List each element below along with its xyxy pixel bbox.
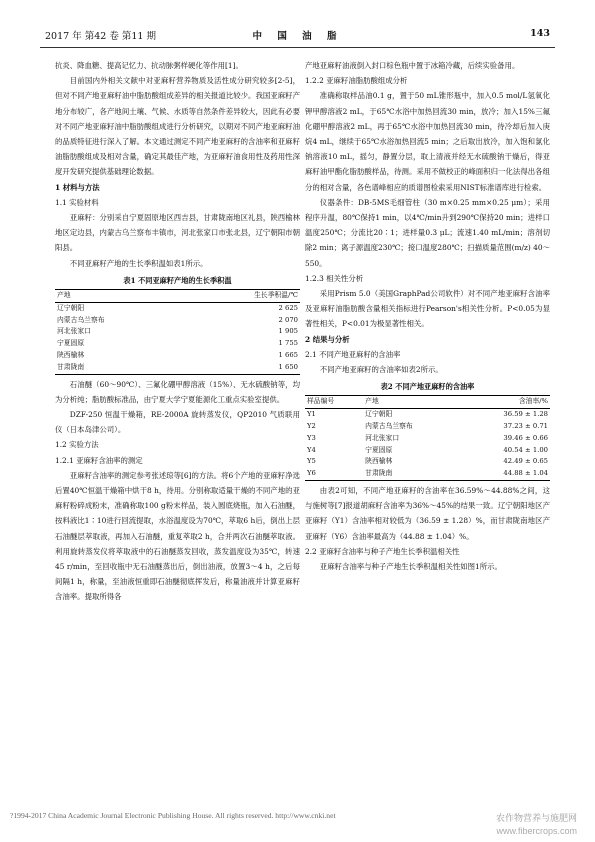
journal-title: 中 国 油 脂 <box>252 31 343 42</box>
table-cell: 宁夏固原 <box>365 445 393 454</box>
table-row <box>55 362 300 374</box>
paragraph: 产地亚麻籽油液倒入封口棕色瓶中置于冰箱冷藏，后续实验备用。 <box>305 61 520 70</box>
subsubsection-heading: 1.2.3 相关性分析 <box>305 273 364 283</box>
page-footer <box>10 811 585 836</box>
table-row <box>305 445 550 457</box>
table-cell: 河北张家口 <box>57 327 91 336</box>
table-cell: 37.23 ± 0.71 <box>503 422 548 431</box>
table-cell: 2 625 <box>278 303 298 312</box>
paragraph: 亚麻籽：分别采自宁夏固原地区西吉县，甘肃陇南地区礼县，陕西榆林地区定边县，内蒙古乌兰察布丰镇市，河北张家口市张北县，辽宁朝阳市朝阳县。 <box>55 213 300 253</box>
paragraph: DZF-250 恒温干燥箱，RE-2000A 旋转蒸发仪，QP2010 气质联用仪（日本岛津公司）。 <box>55 410 300 435</box>
subsubsection-heading: 1.2.2 亚麻籽油脂肪酸组成分析 <box>305 76 408 86</box>
subsection-heading: 1.1 实验材料 <box>55 197 99 207</box>
paragraph: 抗炎、降血糖、提高记忆力、抗动脉粥样硬化等作用[1]。 <box>55 61 243 70</box>
section-heading: 1 材料与方法 <box>55 182 100 192</box>
table-cell: 1 665 <box>278 351 298 360</box>
table-row <box>305 433 550 445</box>
table-header: 样品编号 <box>305 396 363 409</box>
table-row <box>55 302 300 314</box>
table-row <box>305 409 550 421</box>
table-cell: 1 905 <box>278 327 298 336</box>
paragraph: 石油醚（60～90℃）、三氟化硼甲醇溶液（15%）、无水硫酸钠等，均为分析纯；脂肪酸标准品，由宁夏大学宁夏能源化工重点实验室提供。 <box>55 379 300 404</box>
journal-issue: 2017 年 第42 卷 第11 期 <box>45 31 156 42</box>
table-cell: 39.46 ± 0.66 <box>503 433 548 442</box>
paragraph: 由表2可知，不同产地亚麻籽的含油率在36.59%～44.88%之间，这与施树等[7]报道胡麻籽含油率为36%～45%的结果一致。辽宁朝阳地区产亚麻籽（Y1）含油率相对较低为（36.59 ± 1.28）%，而甘肃陇南地区产亚麻籽（Y6）含油率最高为（44.88 ± 1.04）%。 <box>305 486 550 541</box>
table-header: 产地 <box>363 396 459 409</box>
table-row <box>305 468 550 480</box>
left-column <box>55 58 300 605</box>
subsubsection-heading: 1.2.1 亚麻籽含油率的测定 <box>55 455 143 465</box>
table-cell: Y6 <box>305 468 363 480</box>
subsection-heading: 2.2 亚麻籽含油率与种子产地生长季积温相关性 <box>305 546 460 556</box>
table-cell: Y3 <box>307 433 316 442</box>
table-cell: 内蒙古乌兰察布 <box>57 315 105 324</box>
table-row <box>55 350 300 362</box>
subsection-heading: 1.2 实验方法 <box>55 440 99 450</box>
table-cell: Y4 <box>307 445 316 454</box>
table-caption: 表1 不同亚麻籽产地的生长季积温 <box>123 275 232 285</box>
table-cell: 内蒙古乌兰察布 <box>365 422 413 431</box>
table-header: 生长季积温/℃ <box>182 290 300 303</box>
table-cell: 44.88 ± 1.04 <box>459 468 550 480</box>
table-row <box>305 421 550 433</box>
table-header: 含油率/% <box>459 396 550 409</box>
table-oil-content <box>305 395 550 481</box>
table-cell: 1 755 <box>278 339 298 348</box>
table-row <box>55 315 300 327</box>
table-cell: 陕西榆林 <box>57 351 85 360</box>
table-row <box>305 456 550 468</box>
table-cell: 陕西榆林 <box>365 457 393 466</box>
paragraph: 准确称取样品油0.1 g，置于50 mL锥形瓶中，加入0.5 mol/L氢氧化钾甲醇溶液2 mL，于65℃水浴中加热回流30 min，放冷；加入15%三氟化硼甲醇溶液2 mL，再于65℃水浴中加热回流30 min，待冷却后加入庚烷4 mL，继续于65℃水浴加热回流5 min；之后取出放冷，加入饱和氯化钠溶液10 mL，摇匀，静置分层，取上清液并经无水硫酸钠干燥后，得亚麻籽油甲酯化脂肪酸样品，待测。采用不做校正的峰面积归一化法得出各组分的相对含量，各色谱峰相应的质谱图检索采用NIST标准谱库进行检索。 <box>305 91 550 192</box>
table-cell: Y1 <box>307 410 316 419</box>
paragraph: 仪器条件：DB-5MS毛细管柱（30 m×0.25 mm×0.25 μm）；采用程序升温，80℃保持1 min，以4℃/min升到290℃保持20 min；进样口温度250℃；分流比20∶1；进样量0.3 μL；流速1.40 mL/min；溶剂切除2 min；离子源温度230℃；接口温度280℃；扫描质量范围(m/z) 40～550。 <box>305 197 550 268</box>
table-cell: 宁夏固原 <box>57 339 85 348</box>
table-header: 产地 <box>55 290 182 303</box>
paragraph: 亚麻籽含油率与种子产地生长季积温相关性如图1所示。 <box>319 562 502 572</box>
table-cell: 辽宁朝阳 <box>365 410 393 419</box>
copyright-notice: ?1994-2017 China Academic Journal Electronic Publishing House. All rights reserved. http://www.cnki.net <box>10 811 336 820</box>
table-cell: 辽宁朝阳 <box>57 303 85 312</box>
table-cell: 2 070 <box>278 315 298 324</box>
watermark-url: www.fibercrops.com <box>496 826 577 836</box>
page-number: 143 <box>530 28 550 39</box>
table-caption: 表2 不同产地亚麻籽的含油率 <box>380 382 475 392</box>
table-cell: 36.59 ± 1.28 <box>503 410 548 419</box>
paragraph: 亚麻籽含油率的测定参考张述琼等[6]的方法。将6个产地的亚麻籽净选后置40℃恒温干燥箱中烘干8 h，待用。分别称取适量干燥的不同产地的亚麻籽粉碎成粉末，准确称取100 g粉末样品，装入圆底烧瓶，加入石油醚，按料液比1∶10进行回流提取，水浴温度设为70℃，萃取6 h后，倒出上层石油醚层萃取液，再加入石油醚，重复萃取2 h，合并两次石油醚萃取液。利用旋转蒸发仪将萃取液中的石油醚蒸发回收，蒸发温度设为35℃，转速45 r/min，至回收瓶中无石油醚蒸出后，倒出油液，放置3～4 h，之后每间隔1 h，称量，至油液恒重即石油醚彻底挥发后，称量油液并计算亚麻籽含油率。提取所得各 <box>55 470 300 602</box>
table-row <box>55 338 300 350</box>
paragraph: 采用Prism 5.0（美国GraphPad公司软件）对不同产地亚麻籽含油率及亚麻籽油脂肪酸含量相关指标进行Pearson's相关性分析。P<0.05为显著性相关，P<0.01为极显著性相关。 <box>305 289 550 329</box>
subsection-heading: 2.1 不同产地亚麻籽的含油率 <box>305 349 401 359</box>
table-cell: Y2 <box>307 422 316 431</box>
table-cell: Y5 <box>307 457 316 466</box>
table-row <box>55 326 300 338</box>
table-cell: 甘肃陇南 <box>363 468 459 480</box>
paragraph: 不同亚麻籽产地的生长季积温如表1所示。 <box>69 258 208 268</box>
right-column <box>305 58 550 574</box>
table-cell: 河北张家口 <box>365 433 400 442</box>
watermark-text: 农作物营养与施肥网 <box>495 813 577 823</box>
section-heading: 2 结果与分析 <box>305 334 350 344</box>
table-cell: 40.54 ± 1.00 <box>503 445 548 454</box>
paragraph: 目前国内外相关文献中对亚麻籽营养物质及活性成分研究较多[2-5]，但对不同产地亚麻籽油中脂肪酸组成差异的相关报道比较少。我国亚麻籽产地分布较广，各产地间土壤、气候、水质等自然条件差异较大，因此有必要对不同产地亚麻籽油中脂肪酸组成进行分析研究，以期对不同产地亚麻籽油的品质特征进行深入了解。本文通过测定不同产地亚麻籽的含油率和亚麻籽油脂肪酸组成及相对含量，确定其最佳产地，为亚麻籽油食用性及药用性深度开发研究提供基础理论数据。 <box>55 76 300 177</box>
table-cell: 1 650 <box>182 362 300 374</box>
table-cell: 42.49 ± 0.65 <box>503 457 548 466</box>
table-accumulated-temperature <box>55 289 300 375</box>
paragraph: 不同产地亚麻籽的含油率如表2所示。 <box>319 365 443 375</box>
table-cell: 甘肃陇南 <box>55 362 182 374</box>
page-header <box>45 28 550 44</box>
header-rule <box>40 47 555 48</box>
